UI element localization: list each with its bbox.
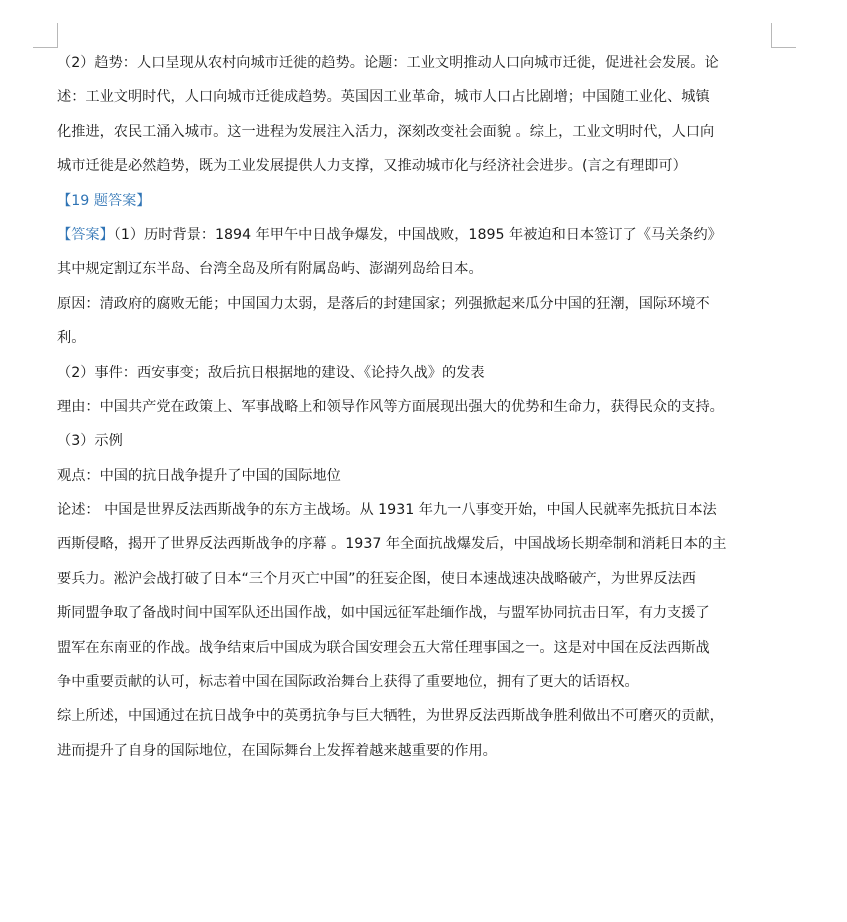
page-corner-mark-top-right xyxy=(771,23,796,48)
paragraph-line: 要兵力。淞沪会战打破了日本“三个月灭亡中国”的狂妄企图，使日本速战速决战略破产，为世界反法西 xyxy=(57,570,696,587)
answer-line xyxy=(57,218,779,252)
paragraph-line: 原因：清政府的腐败无能；中国国力太弱，是落后的封建国家；列强掀起来瓜分中国的狂潮，国际环境不 xyxy=(57,295,710,312)
document-page xyxy=(57,46,779,768)
paragraph-line: 论述： 中国是世界反法西斯战争的东方主战场。从 1931 年九一八事变开始，中国人民就率先抵抗日本法 xyxy=(57,502,717,519)
paragraph-line: 综上所述，中国通过在抗日战争中的英勇抗争与巨大牺牲，为世界反法西斯战争胜利做出不可磨灭的贡献， xyxy=(57,708,724,725)
paragraph-line: 化推进，农民工涌入城市。这一进程为发展注入活力，深刻改变社会面貌 。综上，工业文明时代，人口向 xyxy=(57,123,715,140)
paragraph-line: 进而提升了自身的国际地位，在国际舞台上发挥着越来越重要的作用。 xyxy=(57,742,497,759)
paragraph-line: （2）事件：西安事变；敌后抗日根据地的建设、《论持久战》的发表 xyxy=(57,364,485,381)
paragraph-line: 城市迁徙是必然趋势，既为工业发展提供人力支撑，又推动城市化与经济社会进步。(言之有理即可） xyxy=(57,158,687,175)
paragraph-line: 利。 xyxy=(57,330,86,347)
paragraph-line: （3）示例 xyxy=(57,433,123,450)
page-corner-mark-top-left xyxy=(33,23,58,48)
paragraph-line: 其中规定割辽东半岛、台湾全岛及所有附属岛屿、澎湖列岛给日本。 xyxy=(57,261,483,278)
answer-text: （1）历时背景：1894 年甲午中日战争爆发，中国战败，1895 年被迫和日本签订了《马关条约》 xyxy=(113,226,722,243)
paragraph-line: 述：工业文明时代，人口向城市迁徙成趋势。英国因工业革命，城市人口占比剧增；中国随工业化、城镇 xyxy=(57,89,710,106)
paragraph-line: 争中重要贡献的认可，标志着中国在国际政治舞台上获得了重要地位，拥有了更大的话语权。 xyxy=(57,674,639,691)
paragraph-line: 盟军在东南亚的作战。战争结束后中国成为联合国安理会五大常任理事国之一。这是对中国在反法西斯战 xyxy=(57,639,710,656)
paragraph-line: 理由：中国共产党在政策上、军事战略上和领导作风等方面展现出强大的优势和生命力，获得民众的支持。 xyxy=(57,398,724,415)
paragraph-line: （2）趋势：人口呈现从农村向城市迁徙的趋势。论题：工业文明推动人口向城市迁徙，促进社会发展。论 xyxy=(57,55,719,71)
answer-tag: 【答案】 xyxy=(57,226,114,243)
paragraph-line: 观点：中国的抗日战争提升了中国的国际地位 xyxy=(57,467,341,484)
paragraph-line: 西斯侵略，揭开了世界反法西斯战争的序幕 。1937 年全面抗战爆发后，中国战场长期牵制和消耗日本的主 xyxy=(57,536,727,553)
question-19-answer-heading: 【19 题答案】 xyxy=(57,192,151,209)
paragraph-line: 斯同盟争取了备战时间中国军队还出国作战，如中国远征军赴缅作战，与盟军协同抗击日军，有力支援了 xyxy=(57,605,710,622)
